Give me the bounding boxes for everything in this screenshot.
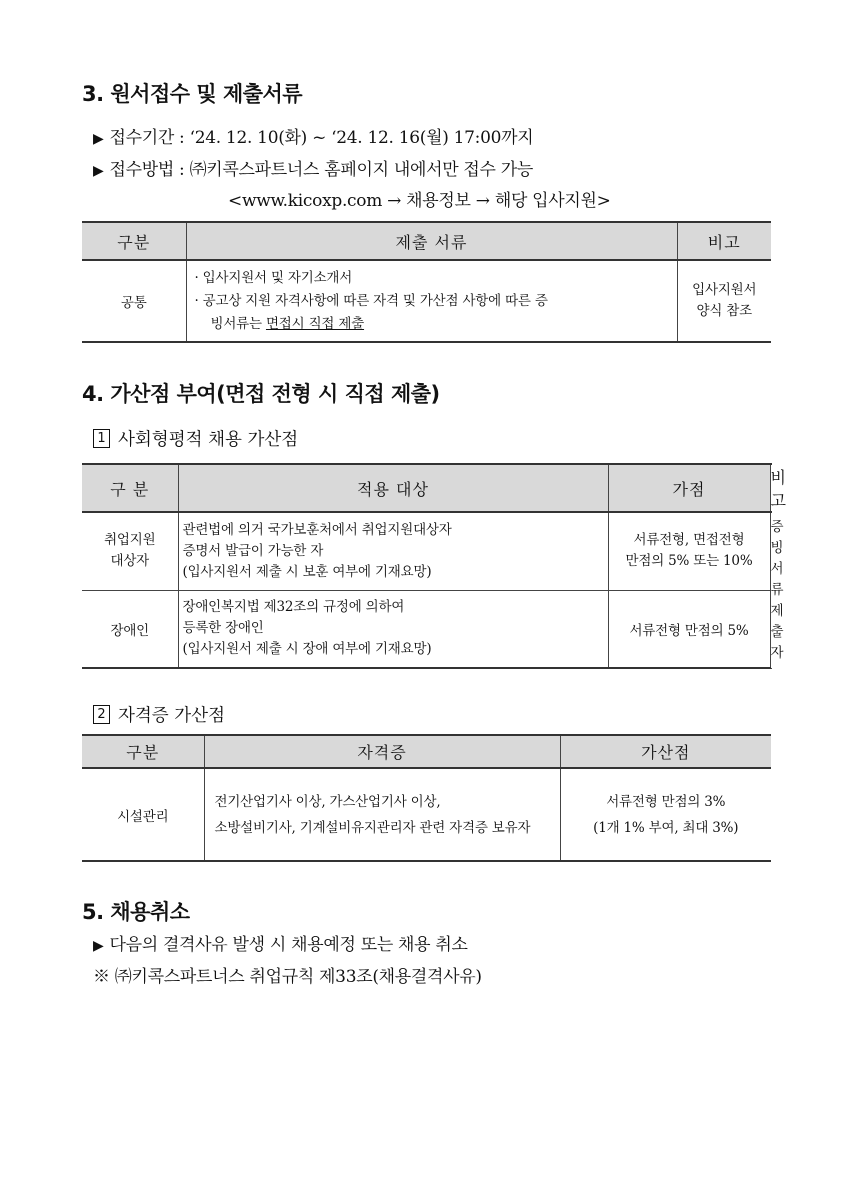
row-target-employment-support [178,512,608,590]
target-line-3: (입사지원서 제출 시 장애 여부에 기재요망) [182,641,432,658]
triangle-bullet-icon: ▶ [93,938,104,954]
col-header-note: 비고 [770,464,771,512]
social-equity-points-table [82,463,787,669]
col-header-category: 구분 [82,735,204,768]
triangle-bullet-icon: ▶ [93,163,104,179]
category-line-2: 대상자 [110,553,150,570]
target-line-3: (입사지원서 제출 시 보훈 여부에 기재요망) [182,563,432,580]
doc-item-3-underlined: 면접시 직접 제출 [265,315,365,332]
cancellation-text: 다음의 결격사유 발생 시 채용예정 또는 채용 취소 [109,935,468,955]
note-line-1: 증빙서류 [770,518,784,598]
certificate-points-table [82,734,771,862]
target-line-1: 관련법에 의거 국가보훈처에서 취업지원대상자 [182,521,452,538]
col-header-points: 가점 [608,464,770,512]
cert-line-2: 소방설비기사, 기계설비유지관리자 관련 자격증 보유자 [214,819,531,836]
doc-item-3 [191,313,677,336]
section-4-title: 4. 가산점 부여(면접 전형 시 직접 제출) [82,382,440,406]
note-line-2: 제출자 [770,602,784,661]
application-method-text: 접수방법 : ㈜키콕스파트너스 홈페이지 내에서만 접수 가능 [109,160,534,180]
application-path: <www.kicoxp.com → 채용정보 → 해당 입사지원> [228,191,611,211]
row-category-common: 공통 [82,260,186,342]
target-line-2: 등록한 장애인 [182,620,264,637]
subsection-1-title: 사회형평적 채용 가산점 [118,430,299,450]
doc-item-2: · 공고상 지원 자격사항에 따른 자격 및 가산점 사항에 따른 증 [194,292,548,309]
col-header-documents: 제출 서류 [186,222,677,260]
row-category-employment-support [82,512,178,590]
subsection-1-heading [93,426,298,451]
subsection-2-title: 자격증 가산점 [118,706,225,726]
points-line-1: 서류전형, 면접전형 [633,532,745,549]
doc-item-1: · 입사지원서 및 자기소개서 [194,269,353,286]
row-category-facility: 시설관리 [82,768,204,861]
target-line-1: 장애인복지법 제32조의 규정에 의하여 [182,599,405,616]
application-period [93,123,533,148]
row-target-disabled [178,590,608,668]
points-line-2: 만점의 5% 또는 10% [625,553,753,570]
row-points-disabled: 서류전형 만점의 5% [608,590,770,668]
doc-item-3-prefix: 빙서류는 [210,315,266,332]
subsection-2-heading [93,702,225,727]
category-line-1: 취업지원 [104,532,156,549]
row-cert-points [560,768,771,861]
note-line-2: 양식 참조 [696,303,752,319]
section-3-title: 3. 원서접수 및 제출서류 [82,82,303,106]
col-header-note: 비고 [677,222,771,260]
row-category-disabled: 장애인 [82,590,178,668]
col-header-certificate: 자격증 [204,735,560,768]
application-period-text: 접수기간 : ‘24. 12. 10(화) ~ ‘24. 12. 16(월) 17:00까지 [109,128,534,148]
application-method [93,155,533,180]
row-note [677,260,771,342]
cert-points-line-1: 서류전형 만점의 3% [606,793,726,810]
row-points-employment-support [608,512,770,590]
row-certificates [204,768,560,861]
target-line-2: 증명서 발급이 가능한 자 [182,542,324,559]
note-line-1: 입사지원서 [692,282,757,298]
col-header-category: 구분 [82,222,186,260]
submission-docs-table [82,221,771,343]
cert-points-line-2: (1개 1% 부여, 최대 3%) [593,819,739,836]
col-header-target: 적용 대상 [178,464,608,512]
note-proof-submitter [770,512,784,668]
section-5-title: 5. 채용취소 [82,900,190,924]
col-header-points: 가산점 [560,735,771,768]
cancellation-line-2: ※ ㈜키콕스파트너스 취업규칙 제33조(채용결격사유) [93,967,482,987]
boxed-number-2: 2 [93,705,110,724]
cert-line-1: 전기산업기사 이상, 가스산업기사 이상, [214,793,441,810]
cancellation-line-1 [93,930,468,955]
row-documents [186,260,677,342]
triangle-bullet-icon: ▶ [93,131,104,147]
boxed-number-1: 1 [93,429,110,448]
col-header-category: 구 분 [82,464,178,512]
